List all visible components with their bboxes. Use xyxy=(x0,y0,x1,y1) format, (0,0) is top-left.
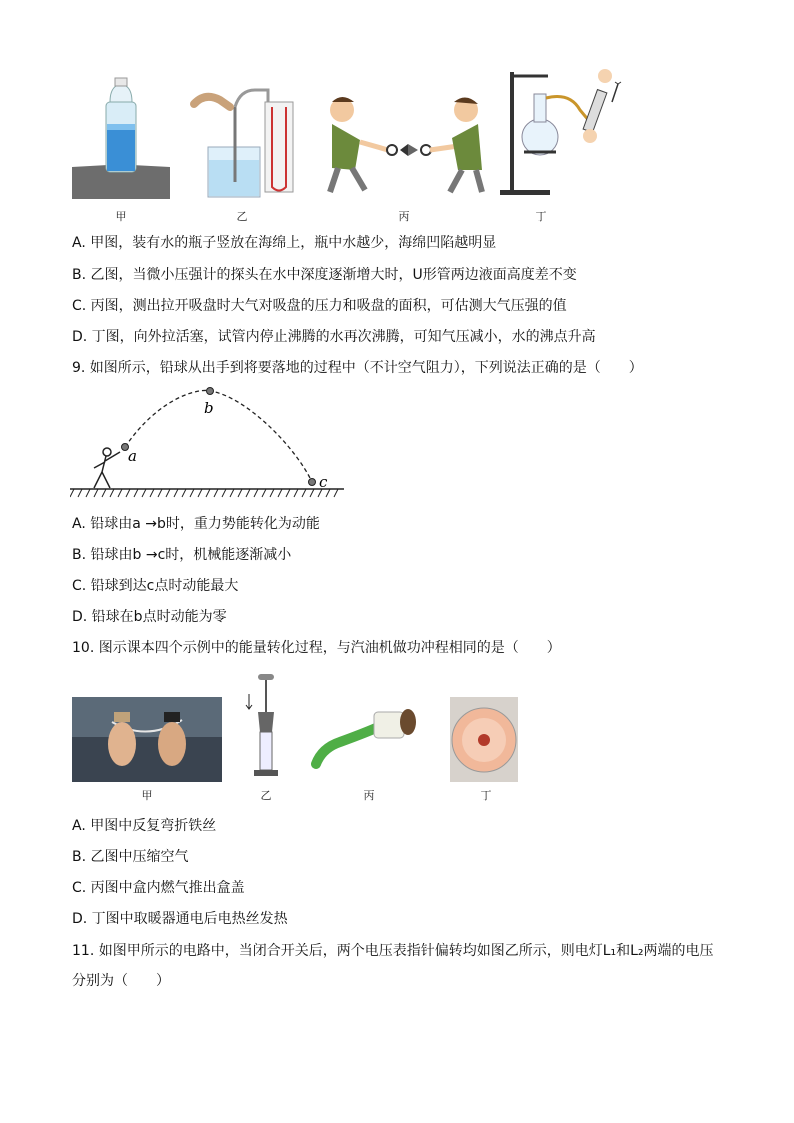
q9-option-c: C. 铅球到达c点时动能最大 xyxy=(72,578,239,594)
q10-caption-yi: 乙 xyxy=(260,789,272,802)
q8-option-b: B. 乙图，当微小压强计的探头在水中深度逐渐增大时，U形管两边液面高度差不变 xyxy=(72,267,577,283)
q8-caption-yi: 乙 xyxy=(236,210,248,223)
trajectory-path xyxy=(125,390,312,482)
q8-caption-ding: 丁 xyxy=(535,210,547,223)
air-compression-image xyxy=(246,674,278,776)
q9-stem: 9. 如图所示，铅球从出手到将要落地的过程中（不计空气阻力），下列说法正确的是（ ） xyxy=(72,360,643,376)
q8-caption-bing: 丙 xyxy=(398,210,410,223)
ball-position-b xyxy=(207,388,214,395)
shot-put-trajectory-diagram xyxy=(70,386,350,506)
label-c: c xyxy=(319,473,328,491)
pressure-gauge-image xyxy=(194,90,293,197)
q10-caption-ding: 丁 xyxy=(480,789,492,802)
q8-option-d: D. 丁图，向外拉活塞，试管内停止沸腾的水再次沸腾，可知气压减小，水的沸点升高 xyxy=(72,329,596,345)
bending-wire-image xyxy=(72,697,222,782)
label-a: a xyxy=(128,447,137,465)
q11-stem-line1: 11. 如图甲所示的电路中，当闭合开关后，两个电压表指针偏转均如图乙所示，则电灯L₁和L₂两端的电压 xyxy=(72,943,714,959)
label-b: b xyxy=(204,399,214,417)
ball-position-c xyxy=(309,479,316,486)
q8-option-c: C. 丙图，测出拉开吸盘时大气对吸盘的压力和吸盘的面积，可估测大气压强的值 xyxy=(72,298,567,314)
q11-stem-line2: 分别为（ ） xyxy=(72,973,170,989)
thrower-figure xyxy=(94,448,120,488)
q10-figures-illustration xyxy=(72,672,522,784)
electric-heater-image xyxy=(450,697,518,782)
flask-syringe-image xyxy=(500,69,621,195)
q10-option-a: A. 甲图中反复弯折铁丝 xyxy=(72,818,217,834)
q8-figure-row xyxy=(70,62,630,227)
q10-caption-jia: 甲 xyxy=(141,789,153,802)
q10-option-c: C. 丙图中盒内燃气推出盒盖 xyxy=(72,880,245,896)
q10-option-b: B. 乙图中压缩空气 xyxy=(72,849,189,865)
box-cover-image xyxy=(316,709,416,764)
q10-figure-row xyxy=(72,672,522,784)
suction-cup-tug-image xyxy=(330,97,482,192)
bottle-on-sponge-image xyxy=(72,78,170,199)
q8-figures-illustration xyxy=(70,62,630,227)
q10-stem: 10. 图示课本四个示例中的能量转化过程，与汽油机做功冲程相同的是（ ） xyxy=(72,640,561,656)
q9-option-b: B. 铅球由b →c时，机械能逐渐减小 xyxy=(72,547,292,563)
q9-option-a: A. 铅球由a →b时，重力势能转化为动能 xyxy=(72,516,320,532)
q8-option-a: A. 甲图，装有水的瓶子竖放在海绵上，瓶中水越少，海绵凹陷越明显 xyxy=(72,235,497,251)
q8-caption-jia: 甲 xyxy=(115,210,127,223)
q10-option-d: D. 丁图中取暖器通电后电热丝发热 xyxy=(72,911,288,927)
q9-figure xyxy=(70,386,350,506)
q10-caption-bing: 丙 xyxy=(363,789,375,802)
q9-option-d: D. 铅球在b点时动能为零 xyxy=(72,609,227,625)
